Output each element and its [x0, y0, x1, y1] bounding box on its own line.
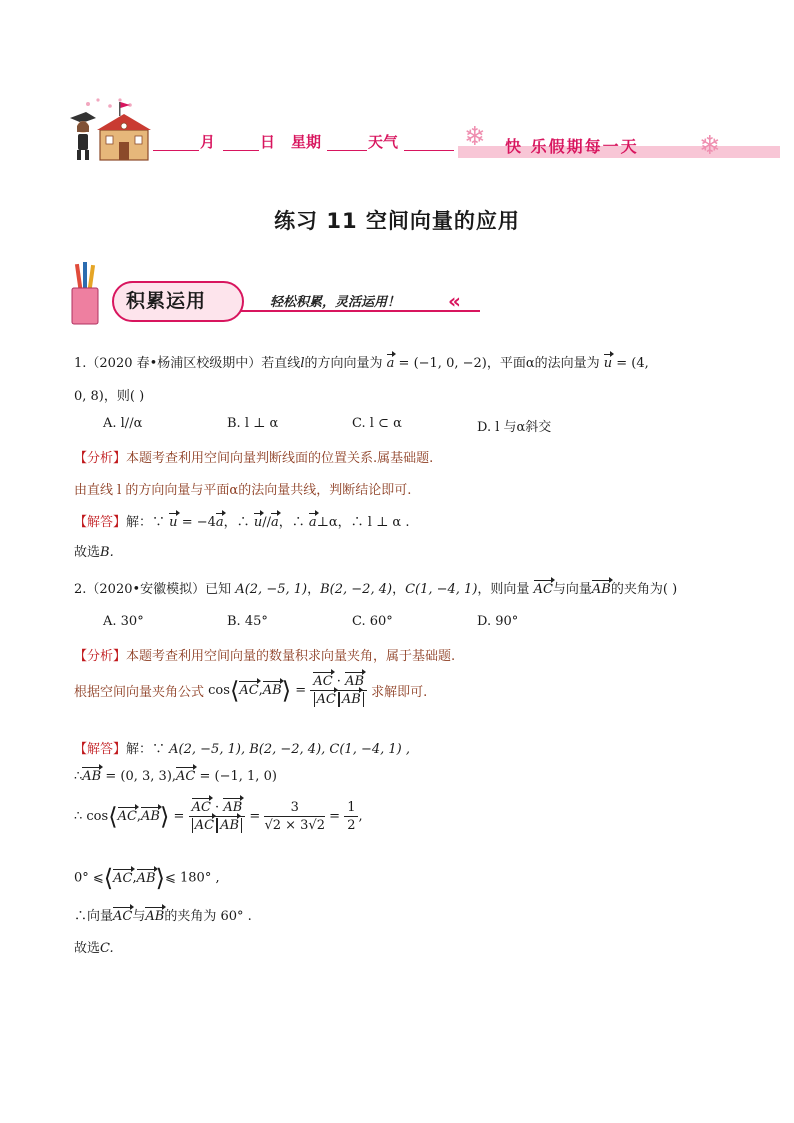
- slogan-text: 快 乐假期每一天: [505, 137, 639, 156]
- weekday-blank[interactable]: [327, 150, 367, 151]
- q2-solution-result: ∴向量AC与AB的夹角为 60° .: [74, 909, 252, 924]
- pencil-cup-icon: [68, 262, 102, 326]
- q2-solution-vectors: ∴AB = (0, 3, 3),AC = (−1, 1, 0): [74, 769, 277, 784]
- section-label: 积累运用: [126, 290, 207, 312]
- section-motto: 轻松积累，灵活运用！: [270, 295, 401, 310]
- q2-option-b[interactable]: B. 45°: [227, 614, 268, 629]
- graduate-icon: [70, 112, 96, 160]
- weekday-label: 星期: [291, 133, 322, 151]
- q2-option-c[interactable]: C. 60°: [352, 614, 393, 629]
- snowflake-icon: ❄: [464, 122, 486, 152]
- snowflake-icon: ❄: [699, 131, 721, 161]
- q1-stem: 1.（2020 春•杨浦区校级期中）若直线l的方向向量为 a = (−1, 0, −2)，平面α的法向量为 u = (4,: [74, 356, 649, 371]
- day-blank[interactable]: [223, 150, 259, 151]
- q1-answer: 故选B.: [74, 545, 114, 560]
- q2-formula: 根据空间向量夹角公式 cos⟨AC,AB⟩ = $\frac{AC \cdot AB}{\text{AC AB}}$ 求解即可.: [74, 674, 428, 707]
- header-illustration: [64, 96, 156, 164]
- q1-solution: 【解答】解：∵ u = −4a，∴ u//a，∴ a⊥α，∴ l ⊥ α .: [74, 515, 410, 530]
- arrow-icon: «: [448, 289, 461, 313]
- q2-option-d[interactable]: D. 90°: [477, 614, 519, 629]
- q1-option-a[interactable]: A. l//α: [103, 416, 143, 431]
- q1-option-c[interactable]: C. l ⊂ α: [352, 416, 402, 431]
- motto-underline: [240, 310, 480, 312]
- day-label: 日: [260, 133, 276, 151]
- month-label: 月: [200, 133, 216, 151]
- weather-blank[interactable]: [404, 150, 454, 151]
- q2-solution-range: 0° ⩽⟨AC,AB⟩⩽ 180° ,: [74, 864, 220, 892]
- q2-solution-cos: ∴ cos⟨AC,AB⟩ = $\frac{AC \cdot AB}{\text{AC AB}}$ = $\frac{3}{√2 \times 3√2}$ = $\frac{1}{2}$ ,: [74, 800, 363, 833]
- q2-solution: 【解答】解：∵ A(2, −5, 1), B(2, −2, 4), C(1, −4, 1) ,: [74, 742, 410, 757]
- q2-answer: 故选C.: [74, 941, 114, 956]
- school-icon: [97, 102, 151, 160]
- q2-analysis: 【分析】本题考查利用空间向量的数量积求向量夹角，属于基础题.: [74, 649, 456, 664]
- q1-stem-cont: 0, 8)，则( ): [74, 389, 145, 404]
- weather-label: 天气: [368, 133, 399, 151]
- q2-stem: 2.（2020•安徽模拟）已知 A(2, −5, 1)，B(2, −2, 4)，C(1, −4, 1)，则向量 AC与向量AB的夹角为( ): [74, 582, 678, 597]
- q1-option-b[interactable]: B. l ⊥ α: [227, 416, 279, 431]
- page-title: 练习 11 空间向量的应用: [274, 209, 520, 233]
- q1-analysis: 【分析】本题考查利用空间向量判断线面的位置关系.属基础题.: [74, 451, 434, 466]
- q1-analysis-detail: 由直线 l 的方向向量与平面α的法向量共线，判断结论即可.: [74, 483, 412, 498]
- q2-option-a[interactable]: A. 30°: [103, 614, 144, 629]
- month-blank[interactable]: [153, 150, 199, 151]
- q1-option-d[interactable]: D. l 与α斜交: [477, 420, 552, 435]
